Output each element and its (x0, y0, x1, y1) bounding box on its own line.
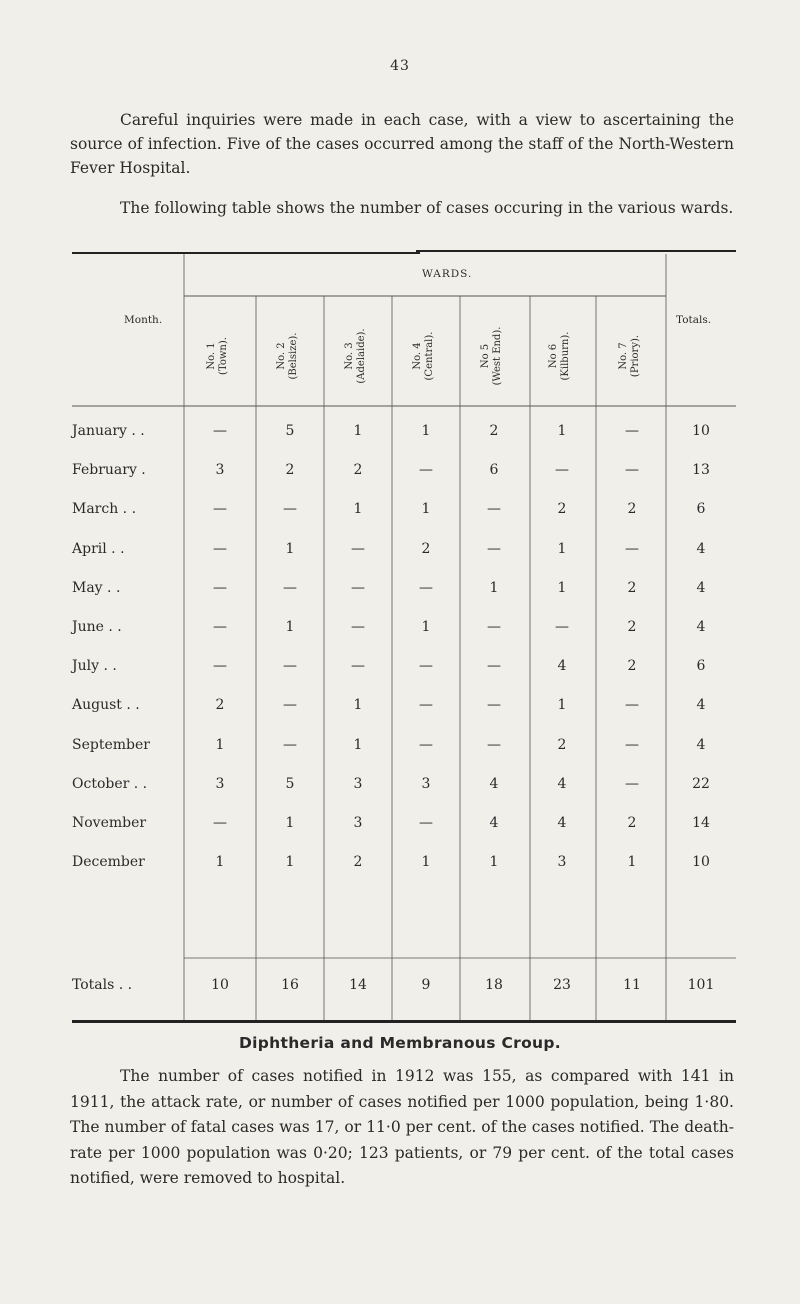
table-cell: — (419, 462, 433, 479)
ward-number: No. 7 (618, 342, 629, 370)
row-total-cell: 4 (696, 579, 706, 596)
ward-name: (Central). (424, 331, 435, 381)
month-label: August . . (72, 697, 140, 714)
column-total-cell: 16 (281, 977, 299, 993)
table-cell: 2 (557, 736, 567, 753)
month-label: May . . (72, 579, 121, 596)
table-cell: 1 (285, 540, 295, 557)
table-cell: 1 (489, 854, 499, 871)
table-cell: — (213, 423, 227, 439)
ward-name: (West End). (492, 326, 503, 386)
table-bottom-rule (72, 1020, 736, 1023)
ward-header-6 (548, 308, 576, 404)
page-number: 43 (390, 58, 410, 74)
ward-header-5 (480, 308, 508, 404)
table-cell: 4 (557, 775, 567, 792)
table-cell: — (625, 462, 639, 479)
row-total-cell: 14 (692, 815, 710, 831)
table-cell: 2 (627, 501, 637, 518)
table-cell: — (487, 736, 501, 753)
table-cell: — (283, 658, 297, 675)
table-cell: — (487, 697, 501, 714)
month-label: November (72, 815, 147, 831)
table-cell: — (213, 540, 227, 557)
section-heading: Diphtheria and Membranous Croup. (239, 1034, 561, 1052)
table-cell: 2 (627, 658, 637, 675)
table-cell: — (283, 501, 297, 518)
table-cell: 1 (489, 579, 499, 596)
paragraph-diphtheria: The number of cases notified in 1912 was 155, as compared with 141 in 1911, the attack rate, or number of cases notified per 1000 population, being 1·80. The number of fatal cases was 17, or 11·0 per cent. of the cases notified. The death-rate per 1000 population was 0·20; 123 patients, or 79 per cent. of the total cases notified, were removed to hospital. (70, 1067, 734, 1187)
ward-name: (Belsize). (288, 332, 299, 380)
month-label: January . . (72, 423, 145, 439)
table-cell: — (351, 619, 365, 635)
table-cell: 2 (557, 501, 567, 518)
ward-header-7 (618, 308, 646, 404)
month-label: June . . (72, 619, 122, 635)
table-cell: 2 (627, 815, 637, 831)
ward-number: No. 4 (412, 342, 423, 370)
ward-header-4 (412, 308, 440, 404)
row-total-cell: 10 (692, 854, 710, 871)
table-cell: — (487, 619, 501, 635)
table-cell: 2 (627, 619, 637, 635)
column-total-cell: 14 (349, 977, 367, 993)
table-cell: — (625, 736, 639, 753)
table-cell: — (419, 736, 433, 753)
grand-total-cell: 101 (687, 977, 715, 993)
table-cell: — (213, 658, 227, 675)
table-cell: 1 (627, 854, 637, 871)
table-cell: — (351, 579, 365, 596)
table-cell: 4 (557, 658, 567, 675)
table-cell: 3 (353, 815, 363, 831)
column-total-cell: 10 (211, 977, 229, 993)
month-label: December (72, 854, 145, 871)
table-cell: — (283, 736, 297, 753)
table-cell: 6 (489, 462, 499, 479)
column-total-cell: 11 (623, 977, 641, 993)
table-cell: — (213, 619, 227, 635)
month-label: April . . (72, 540, 125, 557)
table-cell: — (283, 697, 297, 714)
table-cell: — (625, 775, 639, 792)
table-cell: — (419, 658, 433, 675)
month-header: Month. (124, 314, 163, 326)
table-cell: 3 (421, 775, 431, 792)
table-cell: 3 (215, 462, 225, 479)
table-cell: 1 (285, 619, 295, 635)
ward-number: No. 2 (276, 342, 287, 370)
table-cell: 2 (421, 540, 431, 557)
ward-number: No 5 (480, 343, 491, 369)
table-cell: — (213, 501, 227, 518)
ward-number: No. 3 (344, 342, 355, 370)
totals-header: Totals. (676, 314, 712, 326)
table-cell: 1 (557, 423, 567, 439)
table-cell: 2 (285, 462, 295, 479)
table-cell: 2 (627, 579, 637, 596)
table-cell: 2 (353, 462, 363, 479)
table-cell: 4 (489, 815, 499, 831)
table-cell: 1 (557, 697, 567, 714)
table-cell: 1 (285, 854, 295, 871)
month-label: February . (72, 462, 146, 479)
table-cell: — (625, 540, 639, 557)
table-cell: — (351, 658, 365, 675)
ward-header-3 (344, 308, 372, 404)
table-cell: — (213, 579, 227, 596)
ward-name: (Priory). (630, 334, 641, 378)
table-cell: — (419, 697, 433, 714)
ward-number: No. 1 (206, 342, 217, 370)
column-total-cell: 23 (553, 977, 571, 993)
table-cell: 1 (557, 579, 567, 596)
table-cell: 1 (353, 697, 363, 714)
row-total-cell: 4 (696, 540, 706, 557)
month-label: September (72, 736, 150, 753)
month-label: March . . (72, 501, 137, 518)
table-cell: — (487, 501, 501, 518)
wards-header: WARDS. (422, 268, 473, 280)
table-cell: 1 (353, 501, 363, 518)
row-total-cell: 4 (696, 619, 706, 635)
table-cell: 3 (557, 854, 567, 871)
table-cell: 3 (353, 775, 363, 792)
ward-cases-table (72, 254, 736, 1020)
table-cell: 1 (421, 619, 431, 635)
table-cell: 5 (285, 775, 295, 792)
totals-row-label: Totals . . (72, 977, 133, 993)
table-cell: 4 (489, 775, 499, 792)
row-total-cell: 4 (696, 697, 706, 714)
row-total-cell: 10 (692, 423, 710, 439)
table-cell: — (487, 658, 501, 675)
table-cell: — (487, 540, 501, 557)
ward-name: (Adelaide). (356, 328, 367, 384)
table-cell: — (555, 462, 569, 479)
table-cell: 2 (353, 854, 363, 871)
table-cell: 2 (215, 697, 225, 714)
table-cell: — (419, 815, 433, 831)
table-cell: 1 (557, 540, 567, 557)
table-cell: 4 (557, 815, 567, 831)
table-cell: — (555, 619, 569, 635)
table-cell: 1 (353, 423, 363, 439)
table-cell: — (625, 697, 639, 714)
ward-header-2 (276, 308, 304, 404)
table-cell: — (213, 815, 227, 831)
column-total-cell: 18 (485, 977, 503, 993)
table-cell: 1 (421, 423, 431, 439)
table-cell: 1 (215, 854, 225, 871)
month-label: October . . (72, 775, 148, 792)
paragraph-infection-inquiries: Careful inquiries were made in each case, with a view to ascertaining the source of infection. Five of the cases occurred among the staff of the North-Western Fever Hospital. (70, 111, 734, 177)
row-total-cell: 6 (696, 501, 706, 518)
table-top-rule-right (416, 250, 736, 252)
table-cell: 1 (421, 854, 431, 871)
table-cell: 1 (421, 501, 431, 518)
ward-number: No 6 (548, 343, 559, 369)
column-total-cell: 9 (421, 977, 431, 993)
month-label: July . . (72, 658, 117, 675)
row-total-cell: 13 (692, 462, 710, 479)
ward-name: (Kilburn). (560, 331, 571, 381)
table-cell: — (625, 423, 639, 439)
ward-header-1 (206, 308, 234, 404)
row-total-cell: 6 (696, 658, 706, 675)
table-cell: 1 (285, 815, 295, 831)
table-cell: — (419, 579, 433, 596)
table-cell: 5 (285, 423, 295, 439)
table-cell: — (283, 579, 297, 596)
ward-name: (Town). (218, 337, 229, 375)
table-cell: 3 (215, 775, 225, 792)
row-total-cell: 4 (696, 736, 706, 753)
table-cell: 1 (215, 736, 225, 753)
paragraph-table-intro: The following table shows the number of cases occuring in the various wards. (120, 199, 734, 217)
row-total-cell: 22 (692, 775, 710, 792)
table-cell: — (351, 540, 365, 557)
table-cell: 1 (353, 736, 363, 753)
table-cell: 2 (489, 423, 499, 439)
